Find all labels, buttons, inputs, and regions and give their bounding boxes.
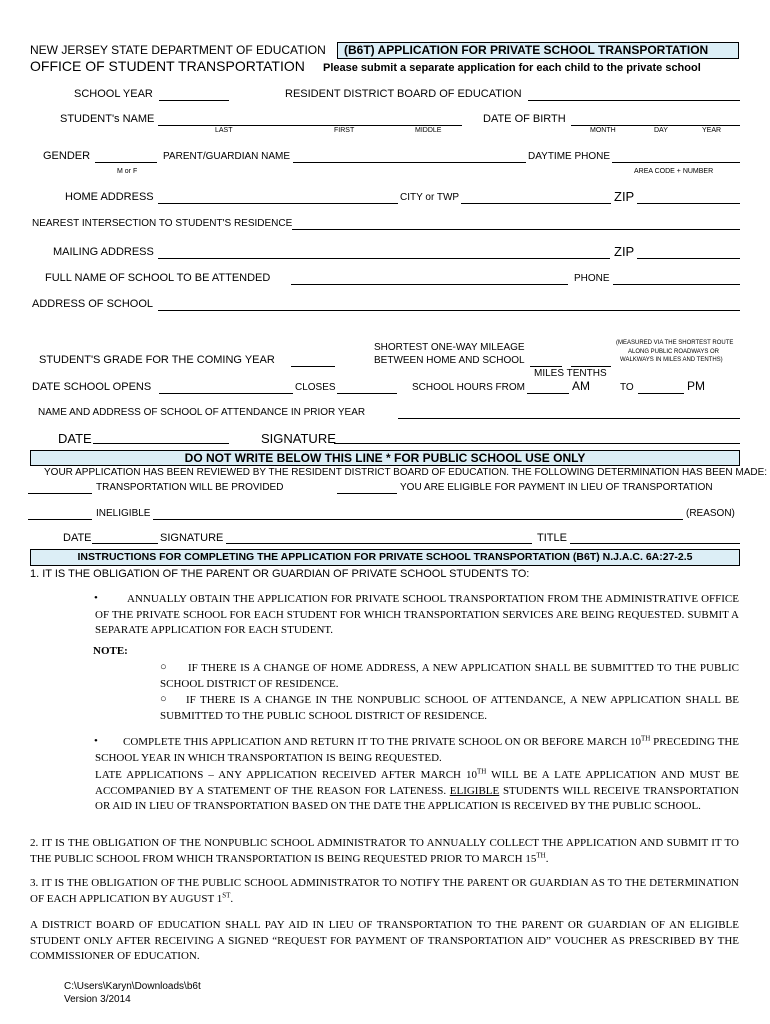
circle-bullet-icon: ○: [160, 693, 167, 705]
home-address-field[interactable]: [158, 203, 398, 204]
measured-note-line1: (MEASURED VIA THE SHORTEST ROUTE: [616, 340, 734, 346]
student-name-field[interactable]: [158, 125, 462, 126]
file-path: C:\Users\Karyn\Downloads\b6t: [64, 981, 201, 992]
zip2-label: ZIP: [614, 244, 635, 259]
daytime-phone-label: DAYTIME PHONE: [528, 151, 611, 162]
mailing-address-field[interactable]: [158, 258, 610, 259]
dob-label: DATE OF BIRTH: [483, 113, 566, 125]
office-name: OFFICE OF STUDENT TRANSPORTATION: [30, 58, 305, 74]
instruction-item-2: 2. IT IS THE OBLIGATION OF THE NONPUBLIC SCHOOL ADMINISTRATOR TO ANNUALLY COLLECT THE APPLICATION AND SUBMIT IT TO THE PUBLIC SCHOOL FROM WHICH TRANSPORTATION IS BEING REQUESTED PRIOR TO MARCH 15TH.: [30, 837, 739, 865]
gender-field[interactable]: [95, 162, 157, 163]
grade-field[interactable]: [291, 366, 335, 367]
closes-field[interactable]: [337, 393, 397, 394]
middle-caption: MIDDLE: [415, 127, 442, 134]
provided-label: TRANSPORTATION WILL BE PROVIDED: [96, 482, 284, 493]
mileage-label-line2: BETWEEN HOME AND SCHOOL: [374, 355, 525, 366]
school-address-label: ADDRESS OF SCHOOL: [32, 298, 154, 310]
department-name: NEW JERSEY STATE DEPARTMENT OF EDUCATION: [30, 43, 326, 57]
measured-note-line2: ALONG PUBLIC ROADWAYS OR: [628, 349, 720, 355]
miles-tenths-caption: MILES TENTHS: [534, 368, 607, 379]
school-phone-label: PHONE: [574, 273, 610, 284]
bullet-1-text: ANNUALLY OBTAIN THE APPLICATION FOR PRIVATE SCHOOL TRANSPORTATION FROM THE ADMINISTRATIVE OFFICE OF THE PRIVATE SCHOOL FOR EACH STUDENT FOR WHICH TRANSPORTATION SERVICES ARE BEING REQUESTED. SUBMIT A SEPARATE APPLICATION FOR EACH STUDENT.: [95, 593, 739, 636]
public-use-banner: DO NOT WRITE BELOW THIS LINE * FOR PUBLIC SCHOOL USE ONLY: [30, 450, 740, 466]
day-caption: DAY: [654, 127, 668, 134]
gender-label: GENDER: [43, 150, 91, 162]
school-phone-field[interactable]: [613, 284, 740, 285]
miles-field[interactable]: [530, 366, 562, 367]
hours-to-field[interactable]: [638, 393, 684, 394]
bullet-2-text: COMPLETE THIS APPLICATION AND RETURN IT TO THE PRIVATE SCHOOL ON OR BEFORE MARCH 10TH PRECEDING THE SCHOOL YEAR IN WHICH TRANSPORTATION IS BEING REQUESTED.: [95, 734, 739, 764]
zip2-field[interactable]: [637, 258, 740, 259]
note-2-text: IF THERE IS A CHANGE IN THE NONPUBLIC SCHOOL OF ATTENDANCE, A NEW APPLICATION SHALL BE SUBMITTED TO THE PUBLIC SCHOOL DISTRICT OF RESIDENCE.: [160, 694, 739, 722]
month-caption: MONTH: [590, 127, 616, 134]
public-title-field[interactable]: [570, 543, 740, 544]
eligible-payment-check-field[interactable]: [337, 493, 397, 494]
public-title-label: TITLE: [537, 532, 567, 544]
date-opens-field[interactable]: [159, 393, 293, 394]
school-address-field[interactable]: [158, 310, 740, 311]
daytime-phone-field[interactable]: [612, 162, 740, 163]
to-label: TO: [620, 382, 634, 393]
circle-bullet-icon: ○: [160, 661, 167, 673]
city-twp-label: CITY or TWP: [400, 192, 460, 203]
form-subtitle: Please submit a separate application for each child to the private school: [323, 62, 701, 74]
date-field[interactable]: [93, 443, 229, 444]
school-name-label: FULL NAME OF SCHOOL TO BE ATTENDED: [45, 272, 271, 284]
area-code-caption: AREA CODE + NUMBER: [634, 168, 714, 175]
ineligible-check-field[interactable]: [28, 519, 92, 520]
city-twp-field[interactable]: [461, 203, 611, 204]
note-label: NOTE:: [93, 645, 128, 657]
measured-note-line3: WALKWAYS IN MILES AND TENTHS): [620, 357, 723, 363]
final-paragraph: A DISTRICT BOARD OF EDUCATION SHALL PAY AID IN LIEU OF TRANSPORTATION TO THE PARENT OR GUARDIAN OF AN ELIGIBLE STUDENT ONLY AFTER RECEIVING A SIGNED “REQUEST FOR PAYMENT OF TRANSPORTATION AID” VOUCHER AS PRESCRIBED BY THE COMMISSIONER OF EDUCATION.: [30, 919, 739, 962]
am-label: AM: [572, 379, 590, 393]
grade-label: STUDENT'S GRADE FOR THE COMING YEAR: [39, 354, 275, 366]
version: Version 3/2014: [64, 994, 131, 1005]
nearest-intersection-field[interactable]: [292, 229, 740, 230]
resident-district-label: RESIDENT DISTRICT BOARD OF EDUCATION: [285, 88, 522, 100]
prior-year-label: NAME AND ADDRESS OF SCHOOL OF ATTENDANCE IN PRIOR YEAR: [38, 407, 366, 418]
bullet-icon: •: [94, 735, 98, 747]
school-name-field[interactable]: [291, 284, 568, 285]
eligible-payment-label: YOU ARE ELIGIBLE FOR PAYMENT IN LIEU OF TRANSPORTATION: [400, 482, 713, 493]
instruction-item-1: 1. IT IS THE OBLIGATION OF THE PARENT OR GUARDIAN OF PRIVATE SCHOOL STUDENTS TO:: [30, 568, 530, 580]
mailing-address-label: MAILING ADDRESS: [53, 246, 154, 258]
reason-label: (REASON): [686, 508, 735, 519]
provided-check-field[interactable]: [28, 493, 92, 494]
form-title: (B6T) APPLICATION FOR PRIVATE SCHOOL TRANSPORTATION: [337, 42, 739, 59]
reason-field[interactable]: [153, 519, 683, 520]
late-applications-text: LATE APPLICATIONS – ANY APPLICATION RECEIVED AFTER MARCH 10TH WILL BE A LATE APPLICATION AND MUST BE ACCOMPANIED BY A STATEMENT OF THE REASON FOR LATENESS. ELIGIBLE STUDENTS WILL RECEIVE TRANSPORTATION OR AID IN LIEU OF TRANSPORTATION BASED ON THE DATE THE APPLICATION IS RECEIVED BY THE PUBLIC SCHOOL.: [95, 767, 739, 812]
ineligible-label: INELIGIBLE: [96, 508, 151, 519]
m-or-f-caption: M or F: [117, 168, 138, 175]
school-year-field[interactable]: [159, 100, 229, 101]
reviewed-statement: YOUR APPLICATION HAS BEEN REVIEWED BY THE RESIDENT DISTRICT BOARD OF EDUCATION. THE FOLLOWING DETERMINATION HAS BEEN MADE:: [44, 467, 768, 478]
date-opens-label: DATE SCHOOL OPENS: [32, 381, 152, 393]
public-date-field[interactable]: [92, 543, 158, 544]
dob-field[interactable]: [571, 125, 740, 126]
closes-label: CLOSES: [295, 382, 336, 393]
hours-from-field[interactable]: [527, 393, 569, 394]
student-name-label: STUDENT's NAME: [60, 113, 155, 125]
first-caption: FIRST: [334, 127, 355, 134]
signature-label: SIGNATURE: [261, 431, 336, 446]
mileage-label-line1: SHORTEST ONE-WAY MILEAGE: [374, 342, 525, 353]
instructions-banner: INSTRUCTIONS FOR COMPLETING THE APPLICATION FOR PRIVATE SCHOOL TRANSPORTATION (B6T) N.J.A.C. 6A:27-2.5: [30, 549, 740, 566]
last-caption: LAST: [215, 127, 233, 134]
parent-guardian-field[interactable]: [293, 162, 526, 163]
signature-field[interactable]: [334, 443, 740, 444]
date-label: DATE: [58, 431, 92, 446]
note-1-text: IF THERE IS A CHANGE OF HOME ADDRESS, A NEW APPLICATION SHALL BE SUBMITTED TO THE PUBLIC SCHOOL DISTRICT OF RESIDENCE.: [160, 662, 739, 690]
tenths-field[interactable]: [571, 366, 611, 367]
public-signature-field[interactable]: [226, 543, 532, 544]
hours-from-label: SCHOOL HOURS FROM: [412, 382, 525, 393]
instruction-item-3: 3. IT IS THE OBLIGATION OF THE PUBLIC SCHOOL ADMINISTRATOR TO NOTIFY THE PARENT OR GUARDIAN AS TO THE DETERMINATION OF EACH APPLICATION BY AUGUST 1ST.: [30, 877, 739, 905]
pm-label: PM: [687, 379, 705, 393]
zip-field[interactable]: [637, 203, 740, 204]
zip-label: ZIP: [614, 189, 635, 204]
school-year-label: SCHOOL YEAR: [74, 88, 153, 100]
home-address-label: HOME ADDRESS: [65, 191, 154, 203]
year-caption: YEAR: [702, 127, 722, 134]
nearest-intersection-label: NEAREST INTERSECTION TO STUDENT'S RESIDENCE: [32, 218, 293, 229]
prior-year-field[interactable]: [398, 418, 740, 419]
public-signature-label: SIGNATURE: [160, 532, 224, 544]
resident-district-field[interactable]: [528, 100, 740, 101]
public-date-label: DATE: [63, 532, 92, 544]
bullet-icon: •: [94, 592, 98, 604]
parent-guardian-label: PARENT/GUARDIAN NAME: [163, 151, 291, 162]
